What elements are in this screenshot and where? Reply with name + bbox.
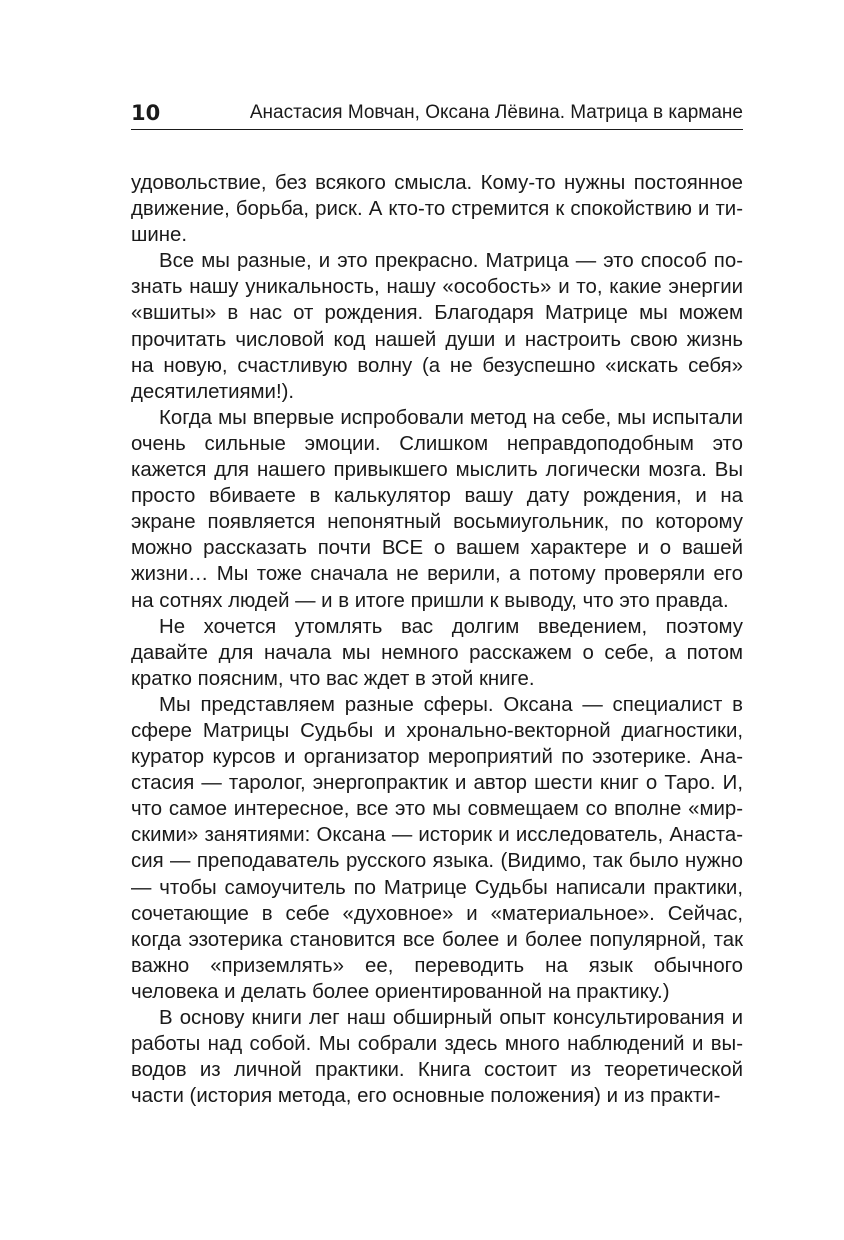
paragraph: удовольствие, без всякого смысла. Кому-то нужны постоянное движение, борьба, риск. А кто-то стремится к спокойствию и тишине.	[131, 172, 743, 247]
paragraph: Когда мы впервые испробовали метод на себе, мы испытали очень сильные эмоции. Слишком неправдоподобным это кажется для нашего привыкшего мыслить логически мозга. Вы просто вбиваете в калькулятор вашу дату рождения, и на экране появляется непонятный восьмиугольник, по которому можно рассказать почти ВСЕ о вашем характере и о вашей жизни… Мы тоже сначала не верили, а потому проверяли его на сотнях людей — и в итоге пришли к выводу, что это правда.	[131, 406, 743, 612]
running-header-title: Анастасия Мовчан, Оксана Лёвина. Матрица в кармане	[249, 102, 743, 123]
paragraph: Не хочется утомлять вас долгим введением, поэтому давайте для начала мы немного расскажем о себе, а потом кратко поясним, что вас ждет в этой книге.	[131, 615, 743, 690]
running-header	[131, 96, 743, 130]
body-text	[131, 170, 743, 1109]
paragraph: Мы представляем разные сферы. Оксана — специалист в сфере Матрицы Судьбы и хронально-векторной диагностики, куратор курсов и организатор мероприятий по эзотерике. Анастасия — таролог, энергопрактик и автор шести книг о Таро. И, что самое интересное, все это мы совмещаем со вполне «мирскими» занятиями: Оксана — историк и исследователь, Анастасия — преподаватель русского языка. (Видимо, так было нужно — чтобы самоучитель по Матрице Судьбы написали практики, сочетающие в себе «духовное» и «материальное». Сейчас, когда эзотерика становится все более и более популярной, так важно «приземлять» ее, переводить на язык обычного человека и делать более ориентированной на практику.)	[131, 693, 743, 1003]
paragraph: Все мы разные, и это прекрасно. Матрица — это способ познать нашу уникальность, нашу «особость» и то, какие энергии «вшиты» в нас от рождения. Благодаря Матрице мы можем прочитать числовой код нашей души и настроить свою жизнь на новую, счастливую волну (а не безуспешно «искать себя» десятилетиями!).	[131, 250, 743, 403]
page-number: 10	[131, 101, 161, 125]
paragraph: В основу книги лег наш обширный опыт консультирования и работы над собой. Мы собрали здесь много наблюдений и выводов из личной практики. Книга состоит из теоретической части (история метода, его основные положения) и из практи-	[131, 1007, 743, 1108]
